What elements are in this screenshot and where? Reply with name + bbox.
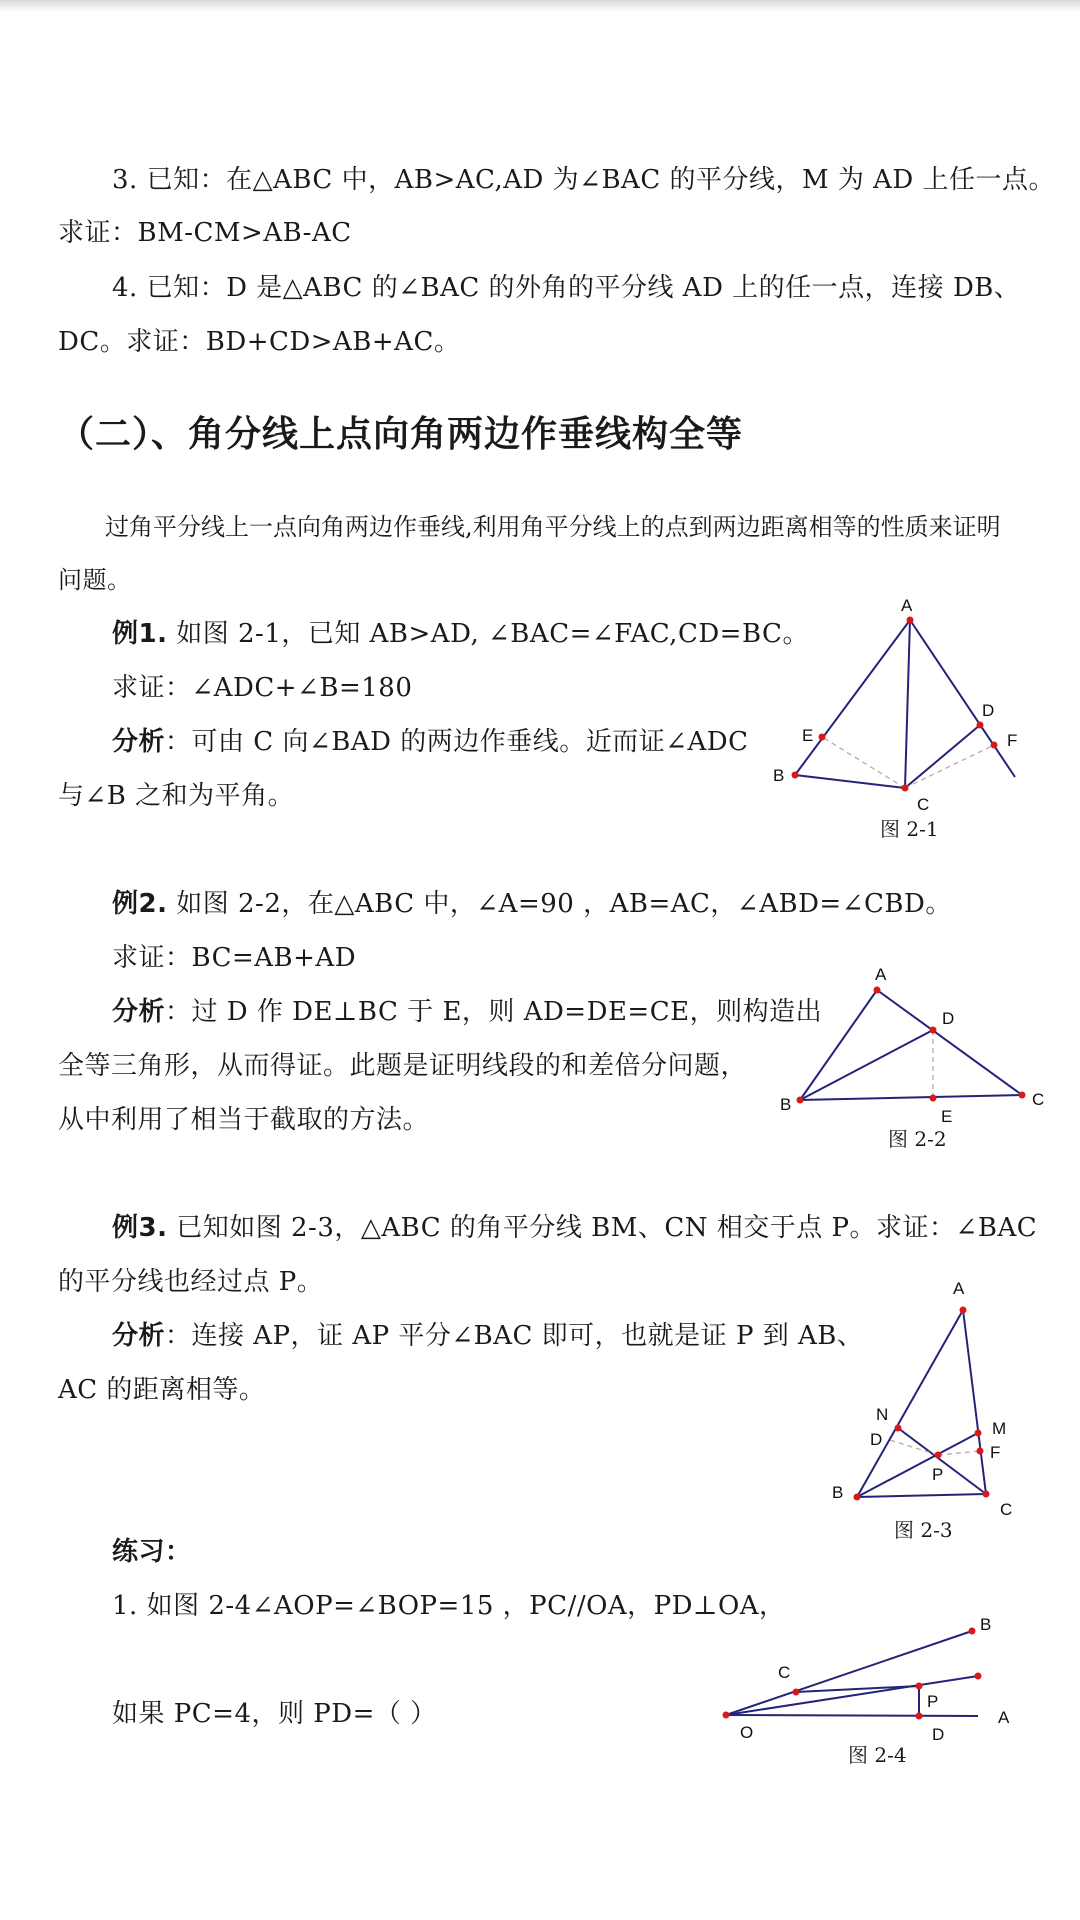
fig-2-2-label-a: A xyxy=(875,965,887,984)
fig-2-1-label-e: E xyxy=(802,726,814,745)
practice-question-1-line-1: 1. 如图 2-4∠AOP=∠BOP=15 ，PC//OA，PD⊥OA， xyxy=(112,1591,786,1621)
section-heading: （二）、角分线上点向角两边作垂线构全等 xyxy=(58,414,744,455)
fig-2-4-label-o: O xyxy=(740,1723,754,1742)
fig-2-2-label-d: D xyxy=(942,1009,955,1028)
fig-2-3-label-p: P xyxy=(932,1465,944,1484)
example-3-analysis-label: 分析 xyxy=(112,1321,166,1351)
example-2-analysis-label: 分析 xyxy=(112,997,166,1027)
figure-2-4 xyxy=(710,1605,1010,1745)
fig-2-1-label-d: D xyxy=(982,701,995,720)
example-1-analysis-label: 分析 xyxy=(112,727,166,757)
fig-2-3-label-c: C xyxy=(1000,1500,1013,1519)
figure-2-4-caption: 图 2-4 xyxy=(848,1743,907,1767)
fig-2-3-label-f: F xyxy=(990,1443,1001,1462)
top-shadow-bar xyxy=(0,0,1080,12)
example-2-prove: 求证：BC=AB+AD xyxy=(112,943,357,973)
fig-2-3-label-a: A xyxy=(953,1279,965,1298)
fig-2-1-label-f: F xyxy=(1007,731,1018,750)
fig-2-2-label-b: B xyxy=(780,1095,792,1114)
example-2-analysis-line-1 xyxy=(112,995,822,1029)
example-3-line-2: 的平分线也经过点 P。 xyxy=(58,1267,324,1297)
example-1-text: 如图 2-1，已知 AB>AD, ∠BAC=∠FAC,CD=BC。 xyxy=(176,619,809,649)
practice-label: 练习： xyxy=(112,1537,192,1567)
example-1-analysis-text: ：可由 C 向∠BAD 的两边作垂线。近而证∠ADC xyxy=(165,727,749,757)
practice-question-1-line-2: 如果 PC=4，则 PD=（ ） xyxy=(112,1699,437,1729)
example-1-analysis-line-1 xyxy=(112,725,749,759)
figure-2-1-caption: 图 2-1 xyxy=(880,817,939,841)
fig-2-2-label-e: E xyxy=(941,1107,953,1126)
section-intro-line-2: 问题。 xyxy=(58,566,132,594)
example-1-analysis-line-2: 与∠B 之和为平角。 xyxy=(58,781,295,811)
fig-2-4-label-b: B xyxy=(980,1615,992,1634)
fig-2-4-label-c: C xyxy=(778,1663,791,1682)
fig-2-4-label-d: D xyxy=(932,1725,945,1744)
example-3-analysis-line-2: AC 的距离相等。 xyxy=(58,1375,266,1405)
example-3-analysis-line-1 xyxy=(112,1319,863,1353)
example-3-label: 例3. xyxy=(112,1213,168,1243)
problem-4-line-2: DC。求证：BD+CD>AB+AC。 xyxy=(58,327,461,357)
fig-2-1-label-b: B xyxy=(773,766,785,785)
example-1-line xyxy=(112,617,809,651)
fig-2-4-label-a: A xyxy=(998,1708,1010,1727)
fig-2-3-label-m: M xyxy=(992,1419,1007,1438)
section-intro-line-1: 过角平分线上一点向角两边作垂线,利用角平分线上的点到两边距离相等的性质来证明 xyxy=(105,513,1001,541)
example-3-text: 已知如图 2-3，△ABC 的角平分线 BM、CN 相交于点 P。求证：∠BAC xyxy=(176,1213,1038,1243)
figure-2-1 xyxy=(760,590,1040,840)
fig-2-3-label-b: B xyxy=(832,1483,844,1502)
example-2-analysis-line-3: 从中利用了相当于截取的方法。 xyxy=(58,1105,430,1135)
fig-2-1-label-a: A xyxy=(901,596,913,615)
problem-3-line-1: 3. 已知：在△ABC 中，AB>AC,AD 为∠BAC 的平分线，M 为 AD 上任一点。 xyxy=(112,165,1056,195)
figure-2-3-caption: 图 2-3 xyxy=(894,1518,953,1542)
example-1-prove: 求证：∠ADC+∠B=180 xyxy=(112,673,413,703)
example-2-line xyxy=(112,887,952,921)
fig-2-1-label-c: C xyxy=(917,795,930,814)
fig-2-2-label-c: C xyxy=(1032,1090,1045,1109)
figure-2-2-caption: 图 2-2 xyxy=(888,1127,947,1151)
figure-2-3 xyxy=(820,1270,1040,1520)
figure-2-2 xyxy=(770,960,1050,1130)
example-2-analysis-text: ：过 D 作 DE⊥BC 于 E，则 AD=DE=CE，则构造出 xyxy=(165,997,823,1027)
problem-3-line-2: 求证：BM-CM>AB-AC xyxy=(58,218,352,248)
example-2-text: 如图 2-2，在△ABC 中，∠A=90 ，AB=AC，∠ABD=∠CBD。 xyxy=(176,889,952,919)
example-3-analysis-text: ：连接 AP，证 AP 平分∠BAC 即可，也就是证 P 到 AB、 xyxy=(165,1321,864,1351)
example-1-label: 例1. xyxy=(112,619,168,649)
example-2-label: 例2. xyxy=(112,889,168,919)
fig-2-3-label-n: N xyxy=(876,1405,889,1424)
fig-2-3-label-d: D xyxy=(870,1430,883,1449)
fig-2-4-label-p: P xyxy=(927,1692,939,1711)
example-3-line-1 xyxy=(112,1211,1037,1245)
example-2-analysis-line-2: 全等三角形，从而得证。此题是证明线段的和差倍分问题， xyxy=(58,1051,748,1081)
problem-4-line-1: 4. 已知：D 是△ABC 的∠BAC 的外角的平分线 AD 上的任一点，连接 DB、 xyxy=(112,273,1021,303)
